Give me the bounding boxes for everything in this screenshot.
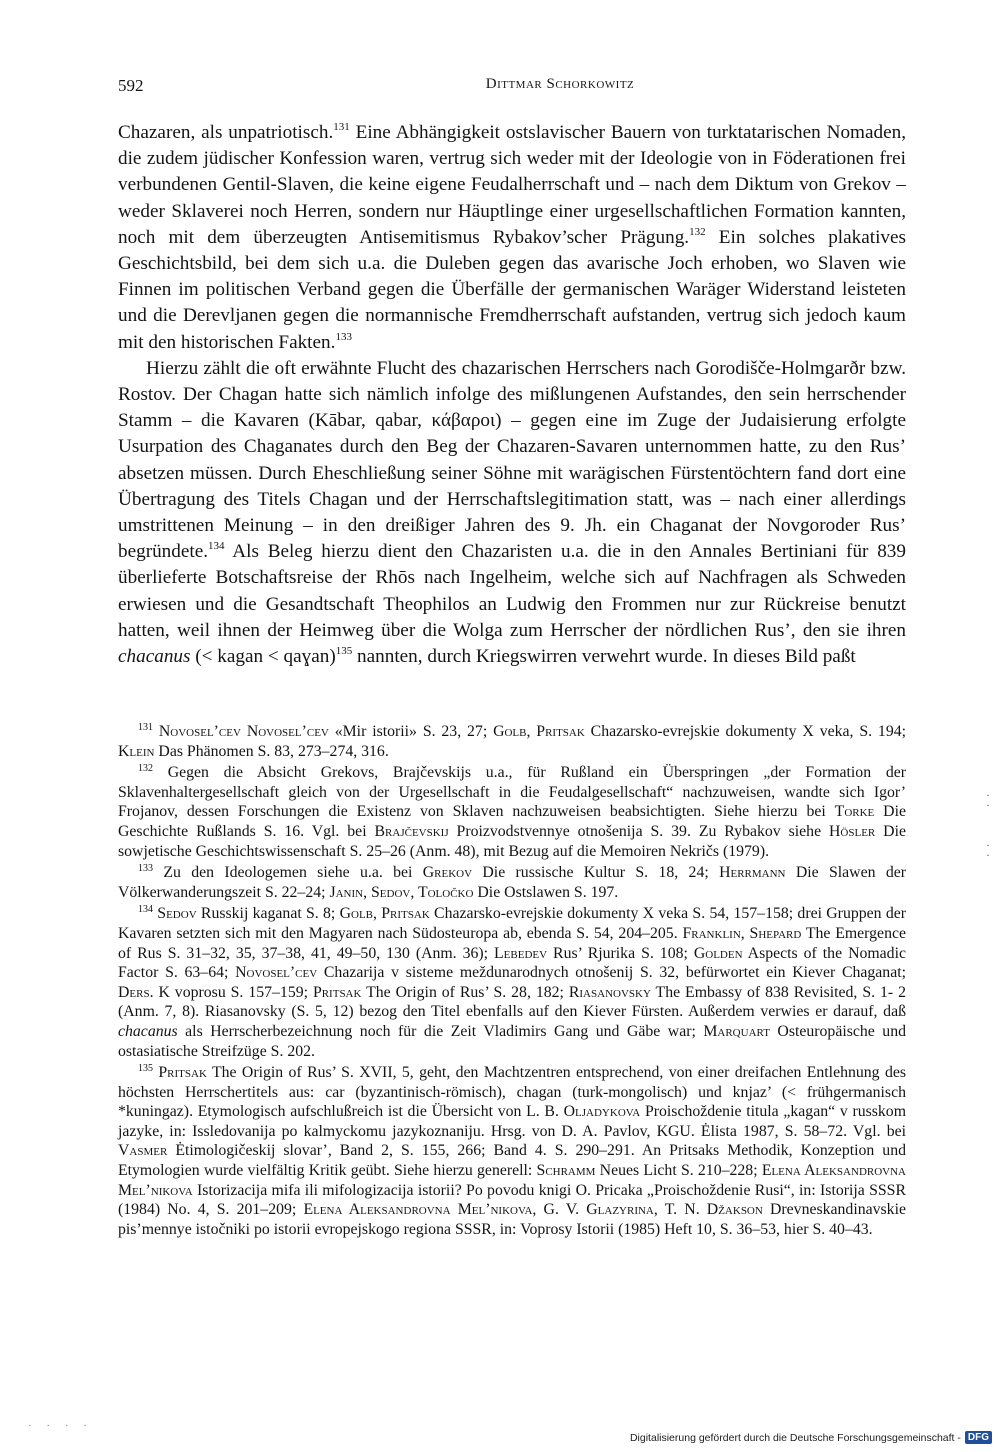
footer-text: Digitalisierung gefördert durch die Deutsche Forschungsgemeinschaft - <box>629 1431 961 1444</box>
scan-margin-marks: · · · · <box>986 788 990 862</box>
footnote-133: $^{133}$ Zu den Ideologemen siehe u.a. bei Grekov Die russische Kultur S. 18, 24; Herrmann Die Slawen der Völkerwanderungszeit S. 22–24; Janin, Sedov, Toločko Die Ostslawen S. 197. <box>118 863 906 901</box>
body-text <box>118 120 906 670</box>
footnote-ref-131[interactable]: 131 <box>333 121 350 133</box>
footnote-131: $^{131}$ Novosel’cev Novosel’cev «Mir istorii» S. 23, 27; Golb, Pritsak Chazarsko-evrejskie dokumenty X veka, S. 194; Klein Das Phänomen S. 83, 273–274, 316. <box>118 722 907 760</box>
footnotes <box>118 722 906 1241</box>
page-number: 592 <box>118 76 144 95</box>
footnote-ref-134[interactable]: 134 <box>208 540 225 553</box>
footnote-134: $^{134}$ Sedov Russkij kaganat S. 8; Golb, Pritsak Chazarsko-evrejskie dokumenty X veka S. 54, 157–158; drei Gruppen der Kavaren setzten sich mit den Magyaren nach Südosteuropa ab, ebenda S. 54, 204–205. Franklin, Shepard The Emergence of Rus S. 31–32, 35, 37–38, 41, 49–50, 130 (Anm. 36); Lebedev Rus’ Rjurika S. 108; Golden Aspects of the Nomadic Factor S. 63–64; Novosel’cev Chazarija v sisteme meždunarodnych otnošenij S. 32, befürwortet ein Kiever Chaganat; Ders. K voprosu S. 157–159; Pritsak The Origin of Rus’ S. 28, 182; Riasanovsky The Embassy of 838 Revisited, S. 1- 2 (Anm. 7, 8). Riasanovsky (S. 5, 12) bezog den Titel ebenfalls auf den Kiever Fürsten. Außerdem verwies er darauf, daß chacanus als Herrscherbezeichnung noch für die Zeit Vladimirs Gang und Gäbe war; Marquart Osteuropäische und ostasiatische Streifzüge S. 202. <box>118 904 907 1060</box>
footnote-ref-132[interactable]: 132 <box>689 225 706 238</box>
scan-artifact: · · · · <box>28 1420 93 1432</box>
running-title: Dittmar Schorkowitz <box>485 76 635 92</box>
footnote-132: $^{132}$ Gegen die Absicht Grekovs, Brajčevskijs u.a., für Rußland ein Überspringen „der Formation der Sklavenhaltergesellschaft gleich von der Urgesellschaft in die Feudalgesellschaft“ nachzuweisen, wandte sich Igor’ Frojanov, dessen Forschungen die Existenz von Sklaven nachzuweisen beabsichtigten. Siehe hierzu bei Torke Die Geschichte Rußlands S. 16. Vgl. bei Brajčevskij Proizvodstvennye otnošenija S. 39. Zu Rybakov siehe Hösler Die sowjetische Geschichtswissenschaft S. 25–26 (Anm. 48), mit Bezug auf die Memoiren Nekričs (1979). <box>118 763 906 860</box>
paragraph-1: Chazaren, als unpatriotisch.$^{131}$ Eine Abhängigkeit ostslavischer Bauern von turktatarischen Nomaden, die zudem jüdischer Konfession waren, vertrug sich weder mit der Ideologie von in Föderationen frei verbundenen Gentil-Slaven, die keine eigene Feudalherrschaft und – nach dem Diktum von Grekov – weder Sklaverei noch Herren, sondern nur Häuptlinge einer urgesellschaftlichen Formation kannten, noch mit dem überzeugten Antisemitismus Rybakov’scher Prägung.$^{132}$ Ein solches plakatives Geschichtsbild, bei dem sich u.a. die Duleben gegen das avarische Joch erhoben, wo Slaven wie Finnen im politischen Verband gegen die Überfälle der germanischen Waräger Widerstand leisteten und die Derevljanen gegen die normannische Fremdherrschaft aufstanden, vertrug sich jedoch kaum mit den historischen Fakten.$^{133}$ <box>118 121 907 353</box>
footnote-ref-133[interactable]: 133 <box>335 330 352 343</box>
dfg-logo-icon[interactable]: DFG <box>965 1431 992 1444</box>
paragraph-2: Hierzu zählt die oft erwähnte Flucht des chazarischen Herrschers nach Gorodišče-Holmgarðr bzw. Rostov. Der Chagan hatte sich nämlich infolge des mißlungenen Aufstandes, den sein herrschender Stamm – die Kavaren (Kābar, qabar, κάβαροι) – gegen eine im Zuge der Judaisierung erfolgte Usurpation des Chaganates durch den Beg der Chazaren-Savaren unternommen hatte, zu den Rus’ absetzen müssen. Durch Eheschließung seiner Söhne mit warägischen Fürstentöchtern fand dort eine Übertragung des Titels Chagan und der Herrschaftslegitimation statt, was – nach einer allerdings umstrittenen Meinung – in den dreißiger Jahren des 9. Jh. ein Chaganat der Novgoroder Rus’ begründete.$^{134}$ Als Beleg hierzu dient den Chazaristen u.a. die in den Annales Bertiniani für 839 überlieferte Botschaftsreise der Rhōs nach Ingelheim, welche sich auf Nachfragen als Schweden erwiesen und die Gesandtschaft Theophilos an Ludwig den Frommen nur zur Rückreise benutzt hatten, weil ihnen der Heimweg über die Wolga zum Herrscher der nördlichen Rus’, den sie ihren chacanus (< kagan < qaɣan)$^{135}$ nannten, durch Kriegswirren verwehrt wurde. In dieses Bild paßt <box>118 357 906 668</box>
digitization-footer <box>630 1431 992 1444</box>
footnote-135: $^{135}$ Pritsak The Origin of Rus’ S. XVII, 5, geht, den Machtzentren entsprechend, von einer dreifachen Entlehnung des höchsten Herrschertitels aus: car (byzantinisch-römisch), chagan (turk-mongolisch) und knjaz’ (< frühgermanisch *kuningaz). Etymologisch aufschlußreich ist die Übersicht von L. B. Oljadykova Proischoždenie titula „kagan“ v russkom jazyke, in: Issledovanija po kalmyckomu jazykoznaniju. Hrsg. von D. A. Pavlov, KGU. Ėlista 1987, S. 58–72. Vgl. bei Vasmer Ėtimologičeskij slovar’, Band 2, S. 155, 266; Band 4. S. 290–291. An Pritsaks Methodik, Konzeption und Etymologien wurde vielfältig Kritik geübt. Siehe hierzu generell: Schramm Neues Licht S. 210–228; Elena Aleksandrovna Mel’nikova Istorizacija mifa ili mifologizacija istorii? Po povodu knigi O. Pricaka „Proischoždenie Rusi“, in: Istorija SSSR (1984) No. 4, S. 201–209; Elena Aleksandrovna Mel’nikova, G. V. Glazyrina, T. N. Džakson Drevneskandinavskie pis’mennye istočniki po istorii evropejskogo regiona SSSR, in: Voprosy Istorii (1985) Heft 10, S. 36–53, hier S. 40–43. <box>118 1063 907 1238</box>
footnote-ref-135[interactable]: 135 <box>335 645 353 658</box>
